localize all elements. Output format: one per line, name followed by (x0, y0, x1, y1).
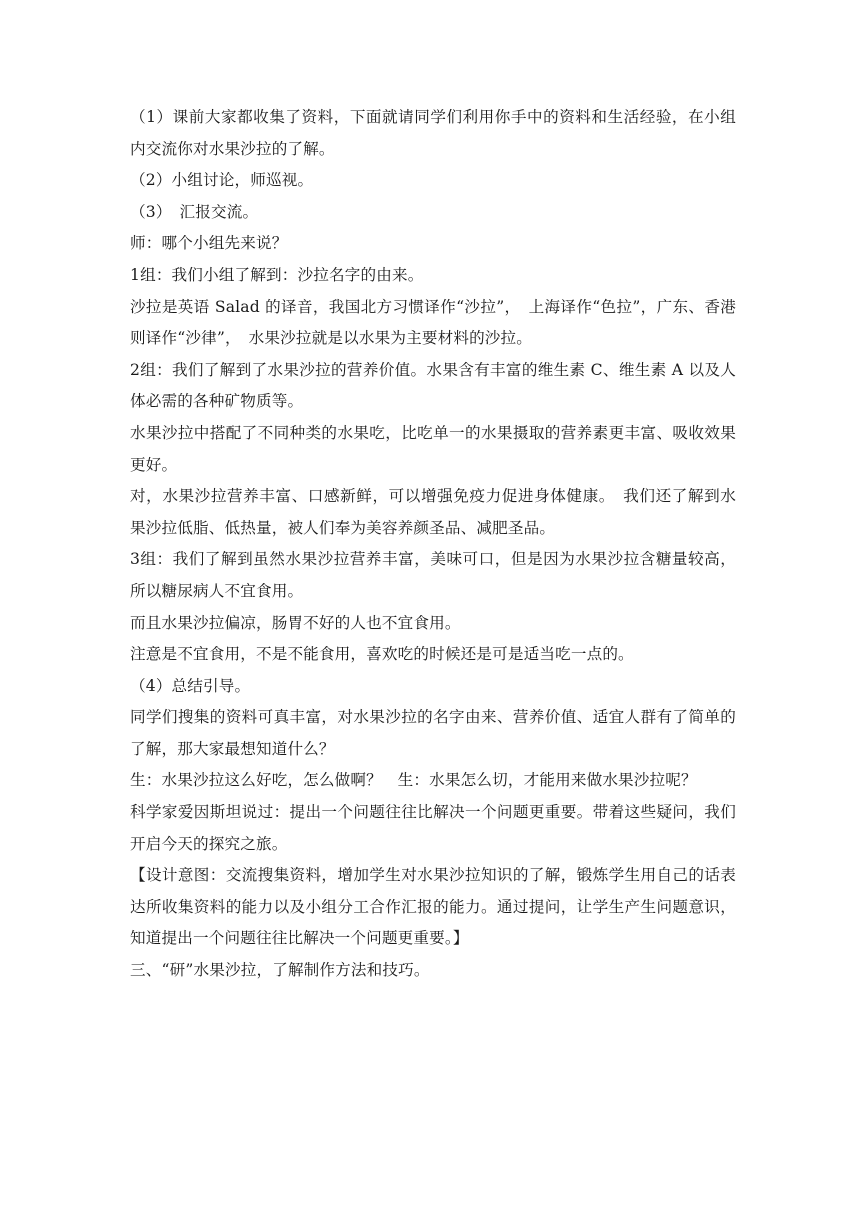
paragraph-group-2: 2组：我们了解到了水果沙拉的营养价值。水果含有丰富的维生素 C、维生素 A 以及人体必需的各种矿物质等。 (130, 360, 736, 411)
paragraph-student-questions: 生：水果沙拉这么好吃，怎么做啊？ 生：水果怎么切，才能用来做水果沙拉呢？ (130, 771, 697, 790)
paragraph-group-1: 1组：我们小组了解到：沙拉名字的由来。 (130, 265, 424, 284)
paragraph-step-4-summary: （4）总结引导。 (130, 676, 251, 695)
paragraph-design-intent: 【设计意图：交流搜集资料，增加学生对水果沙拉知识的了解，锻炼学生用自己的话表达所收集资料的能力以及小组分工合作汇报的能力。通过提问，让学生产生问题意识，知道提出一个问题往往比解决一个问题更重要。】 (130, 866, 736, 948)
paragraph-summary-question: 同学们搜集的资料可真丰富，对水果沙拉的名字由来、营养价值、适宜人群有了简单的了解，那大家最想知道什么？ (130, 708, 736, 758)
paragraph-fruit-mix: 水果沙拉中搭配了不同种类的水果吃，比吃单一的水果摄取的营养素更丰富、吸收效果更好。 (130, 423, 736, 474)
paragraph-einstein-quote: 科学家爱因斯坦说过：提出一个问题往往比解决一个问题更重要。带着这些疑问，我们开启今天的探究之旅。 (130, 803, 736, 853)
paragraph-step-1-intro: （1）课前大家都收集了资料，下面就请同学们利用你手中的资料和生活经验，在小组内交流你对水果沙拉的了解。 (130, 108, 736, 158)
paragraph-caution-note: 注意是不宜食用，不是不能食用，喜欢吃的时候还是可是适当吃一点的。 (130, 645, 634, 664)
paragraph-teacher-question: 师：哪个小组先来说？ (130, 234, 288, 253)
section-heading-research: 三、“研”水果沙拉，了解制作方法和技巧。 (130, 961, 430, 980)
paragraph-group-3: 3组：我们了解到虽然水果沙拉营养丰富，美味可口，但是因为水果沙拉含糖量较高，所以糖尿病人不宜食用。 (130, 550, 736, 600)
paragraph-stomach-note: 而且水果沙拉偏凉，肠胃不好的人也不宜食用。 (130, 613, 461, 632)
document-page (130, 102, 736, 987)
paragraph-salad-name-origin: 沙拉是英语 Salad 的译音，我国北方习惯译作“沙拉”， 上海译作“色拉”，广东、香港则译作“沙律”， 水果沙拉就是以水果为主要材料的沙拉。 (130, 297, 736, 348)
paragraph-nutrition-benefits: 对，水果沙拉营养丰富、口感新鲜，可以增强免疫力促进身体健康。 我们还了解到水果沙拉低脂、低热量，被人们奉为美容养颜圣品、减肥圣品。 (130, 487, 736, 537)
paragraph-step-3-report: （3） 汇报交流。 (130, 202, 259, 221)
paragraph-step-2-discussion: （2）小组讨论，师巡视。 (130, 171, 314, 190)
